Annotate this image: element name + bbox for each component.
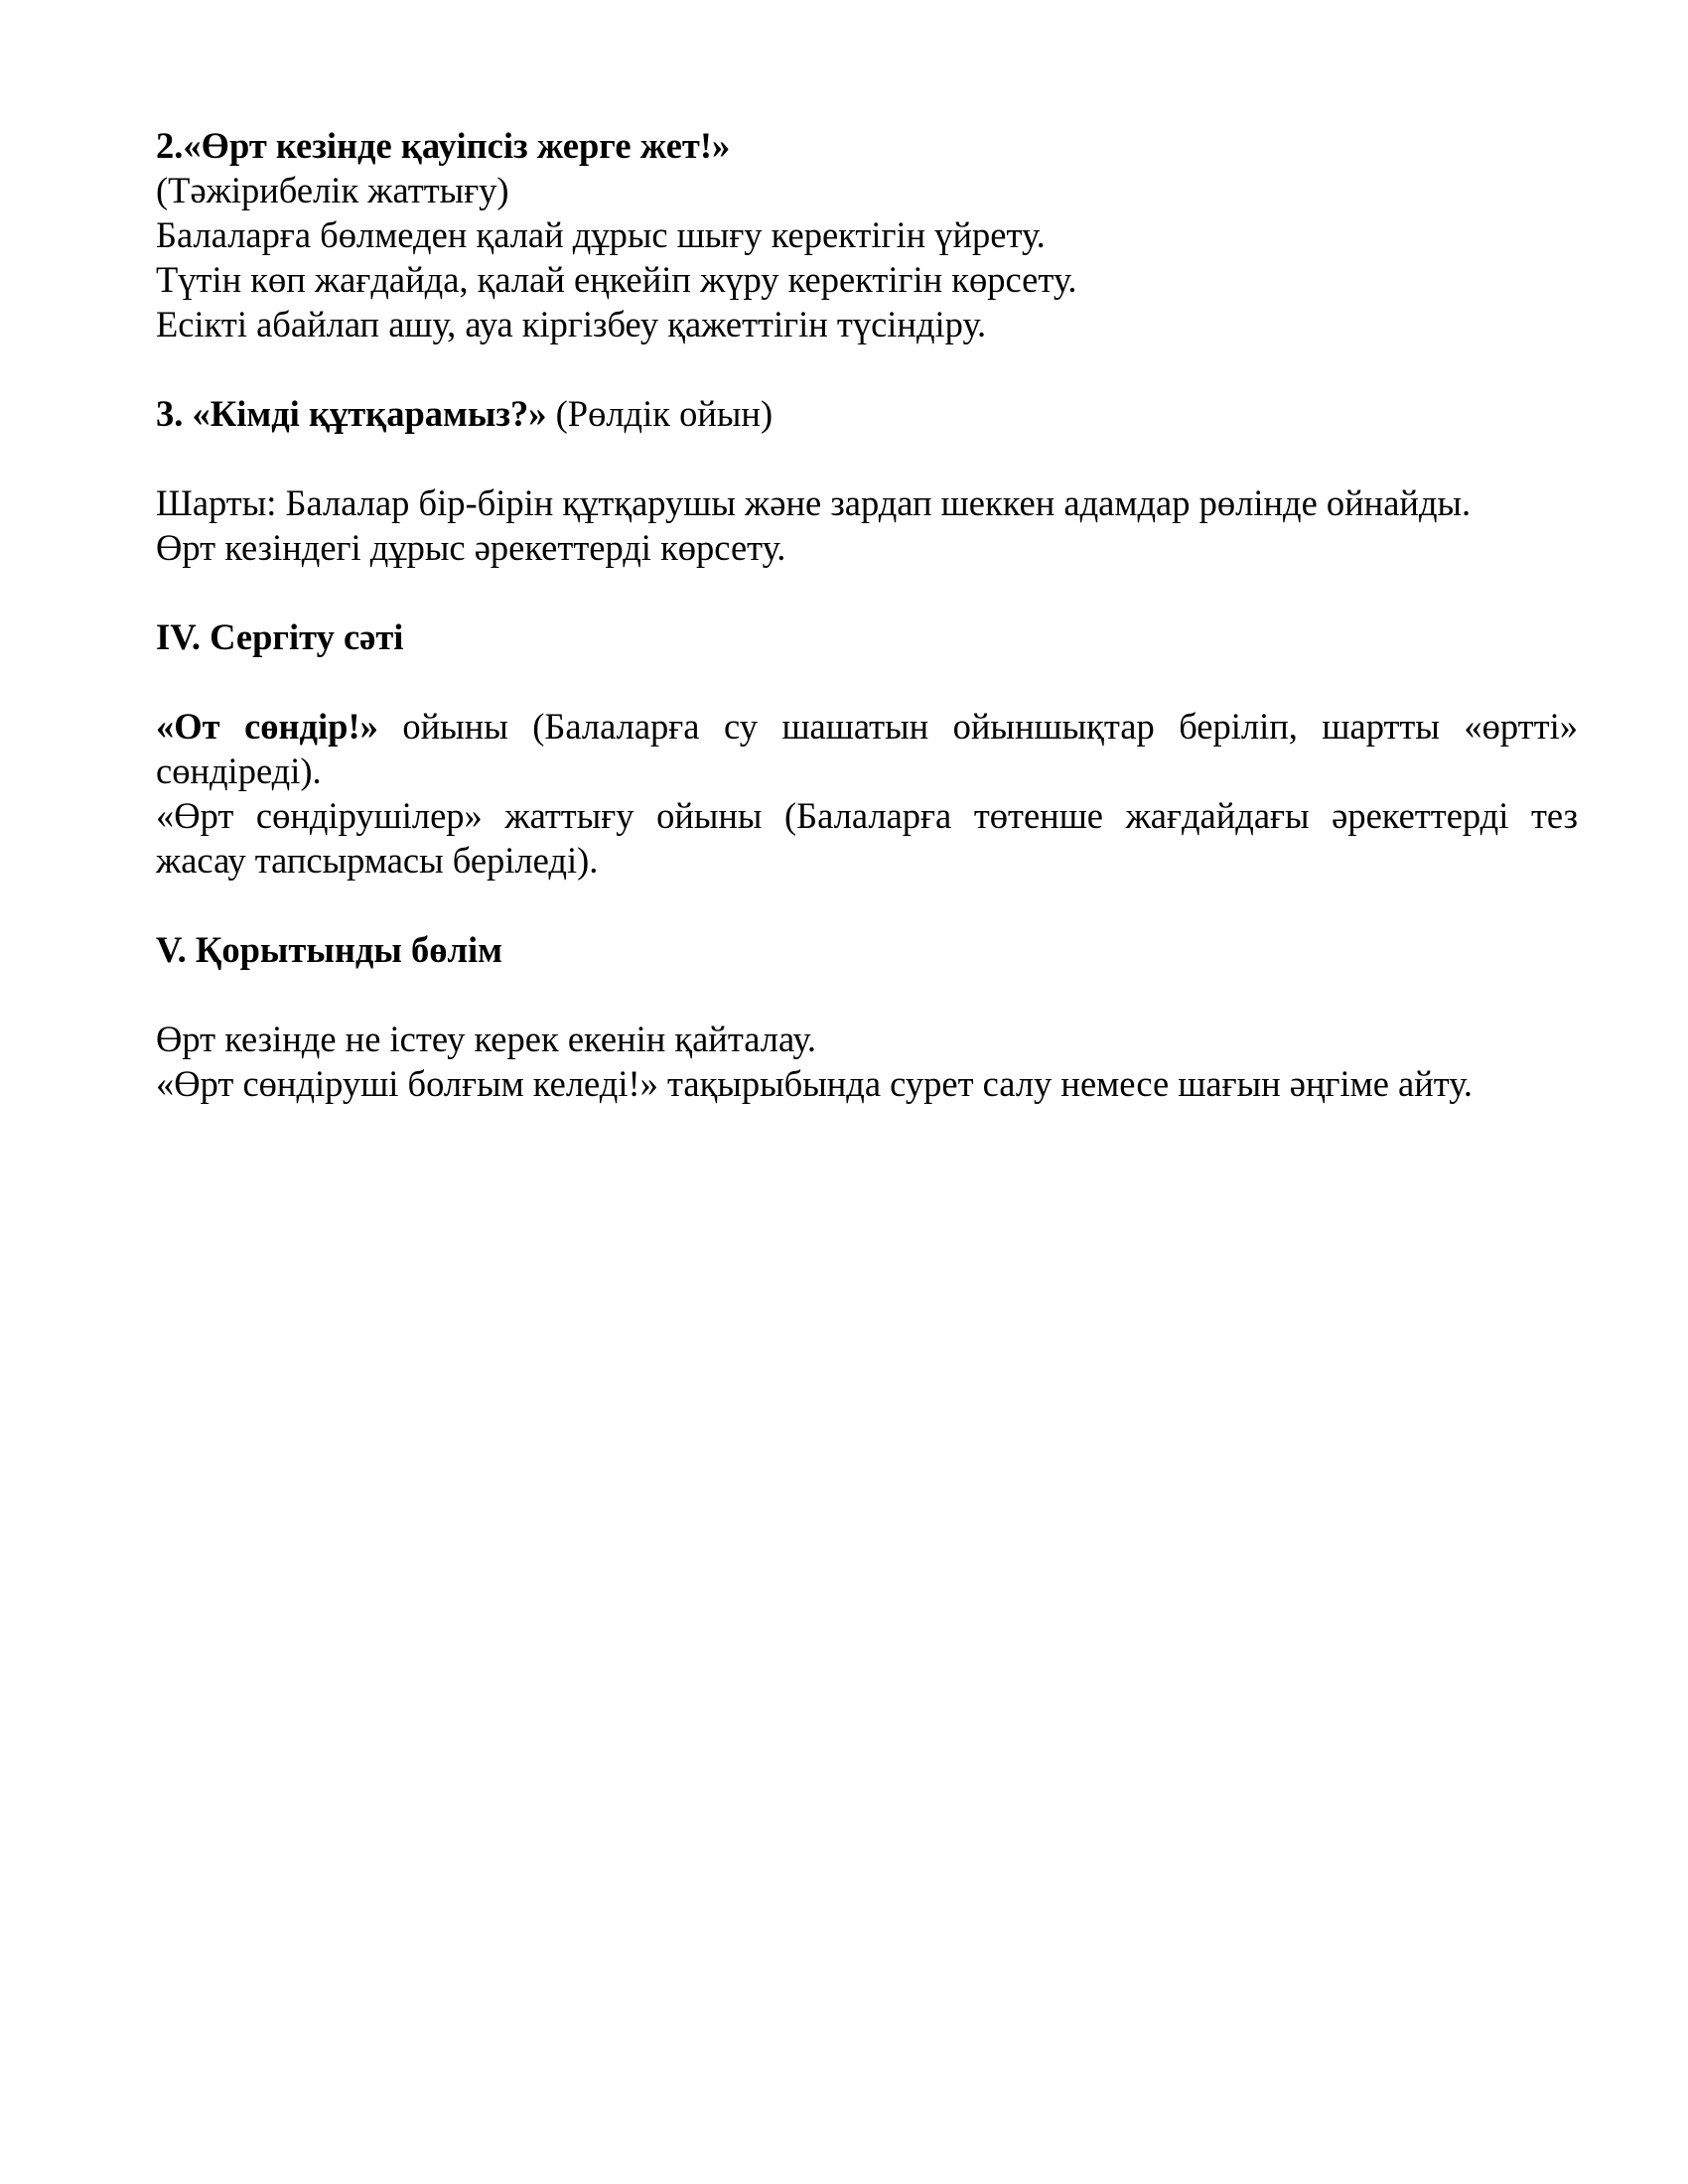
section-4-para1-line2: сөндіреді). [156, 751, 322, 791]
section-4-para2-line2: жасау тапсырмасы беріледі). [156, 840, 599, 881]
section-3-title [156, 391, 1578, 436]
section-2-line: Түтін көп жағдайда, қалай еңкейіп жүру керектігін көрсету. [156, 259, 1077, 300]
section-4-para1-bold: «От сөндір!» [156, 706, 378, 747]
section-3-line: Шарты: Балалар бір-бірін құтқарушы және зардап шеккен адамдар рөлінде ойнайды. [156, 482, 1472, 523]
paragraph-gap [156, 436, 1578, 480]
section-4-para1-rest: ойыны (Балаларға су шашатын ойыншықтар беріліп, шартты «өртті» [377, 706, 1578, 747]
section-5-line: «Өрт сөндіруші болғым келеді!» тақырыбында сурет салу немесе шағын әңгіме айту. [156, 1063, 1473, 1104]
section-4-para2-line1: «Өрт сөндірушілер» жаттығу ойыны (Балаларға төтенше жағдайдағы әрекеттерді тез [156, 795, 1578, 836]
section-2-line: Есікті абайлап ашу, ауа кіргізбеу қажеттігін түсіндіру. [156, 304, 987, 344]
document-body [156, 123, 1578, 1106]
section-4-title: IV. Сергіту сәті [156, 616, 404, 657]
paragraph-gap [156, 570, 1578, 614]
paragraph-gap [156, 346, 1578, 391]
paragraph-gap [156, 883, 1578, 927]
section-2-subtitle: (Тәжірибелік жаттығу) [156, 170, 509, 210]
section-2-title: 2.«Өрт кезінде қауіпсіз жерге жет!» [156, 125, 731, 166]
section-2-line: Балаларға бөлмеден қалай дұрыс шығу керектігін үйрету. [156, 214, 1046, 255]
section-3-title-rest: (Рөлдік ойын) [546, 393, 774, 434]
section-3-line: Өрт кезіндегі дұрыс әрекеттерді көрсету. [156, 527, 786, 568]
paragraph-gap [156, 659, 1578, 704]
section-3-title-bold: 3. «Кімді құтқарамыз?» [156, 393, 547, 434]
paragraph-gap [156, 972, 1578, 1017]
section-4-para1-line1 [156, 704, 1578, 749]
section-5-title: V. Қорытынды бөлім [156, 929, 502, 970]
section-5-line: Өрт кезінде не істеу керек екенін қайталау. [156, 1019, 817, 1059]
